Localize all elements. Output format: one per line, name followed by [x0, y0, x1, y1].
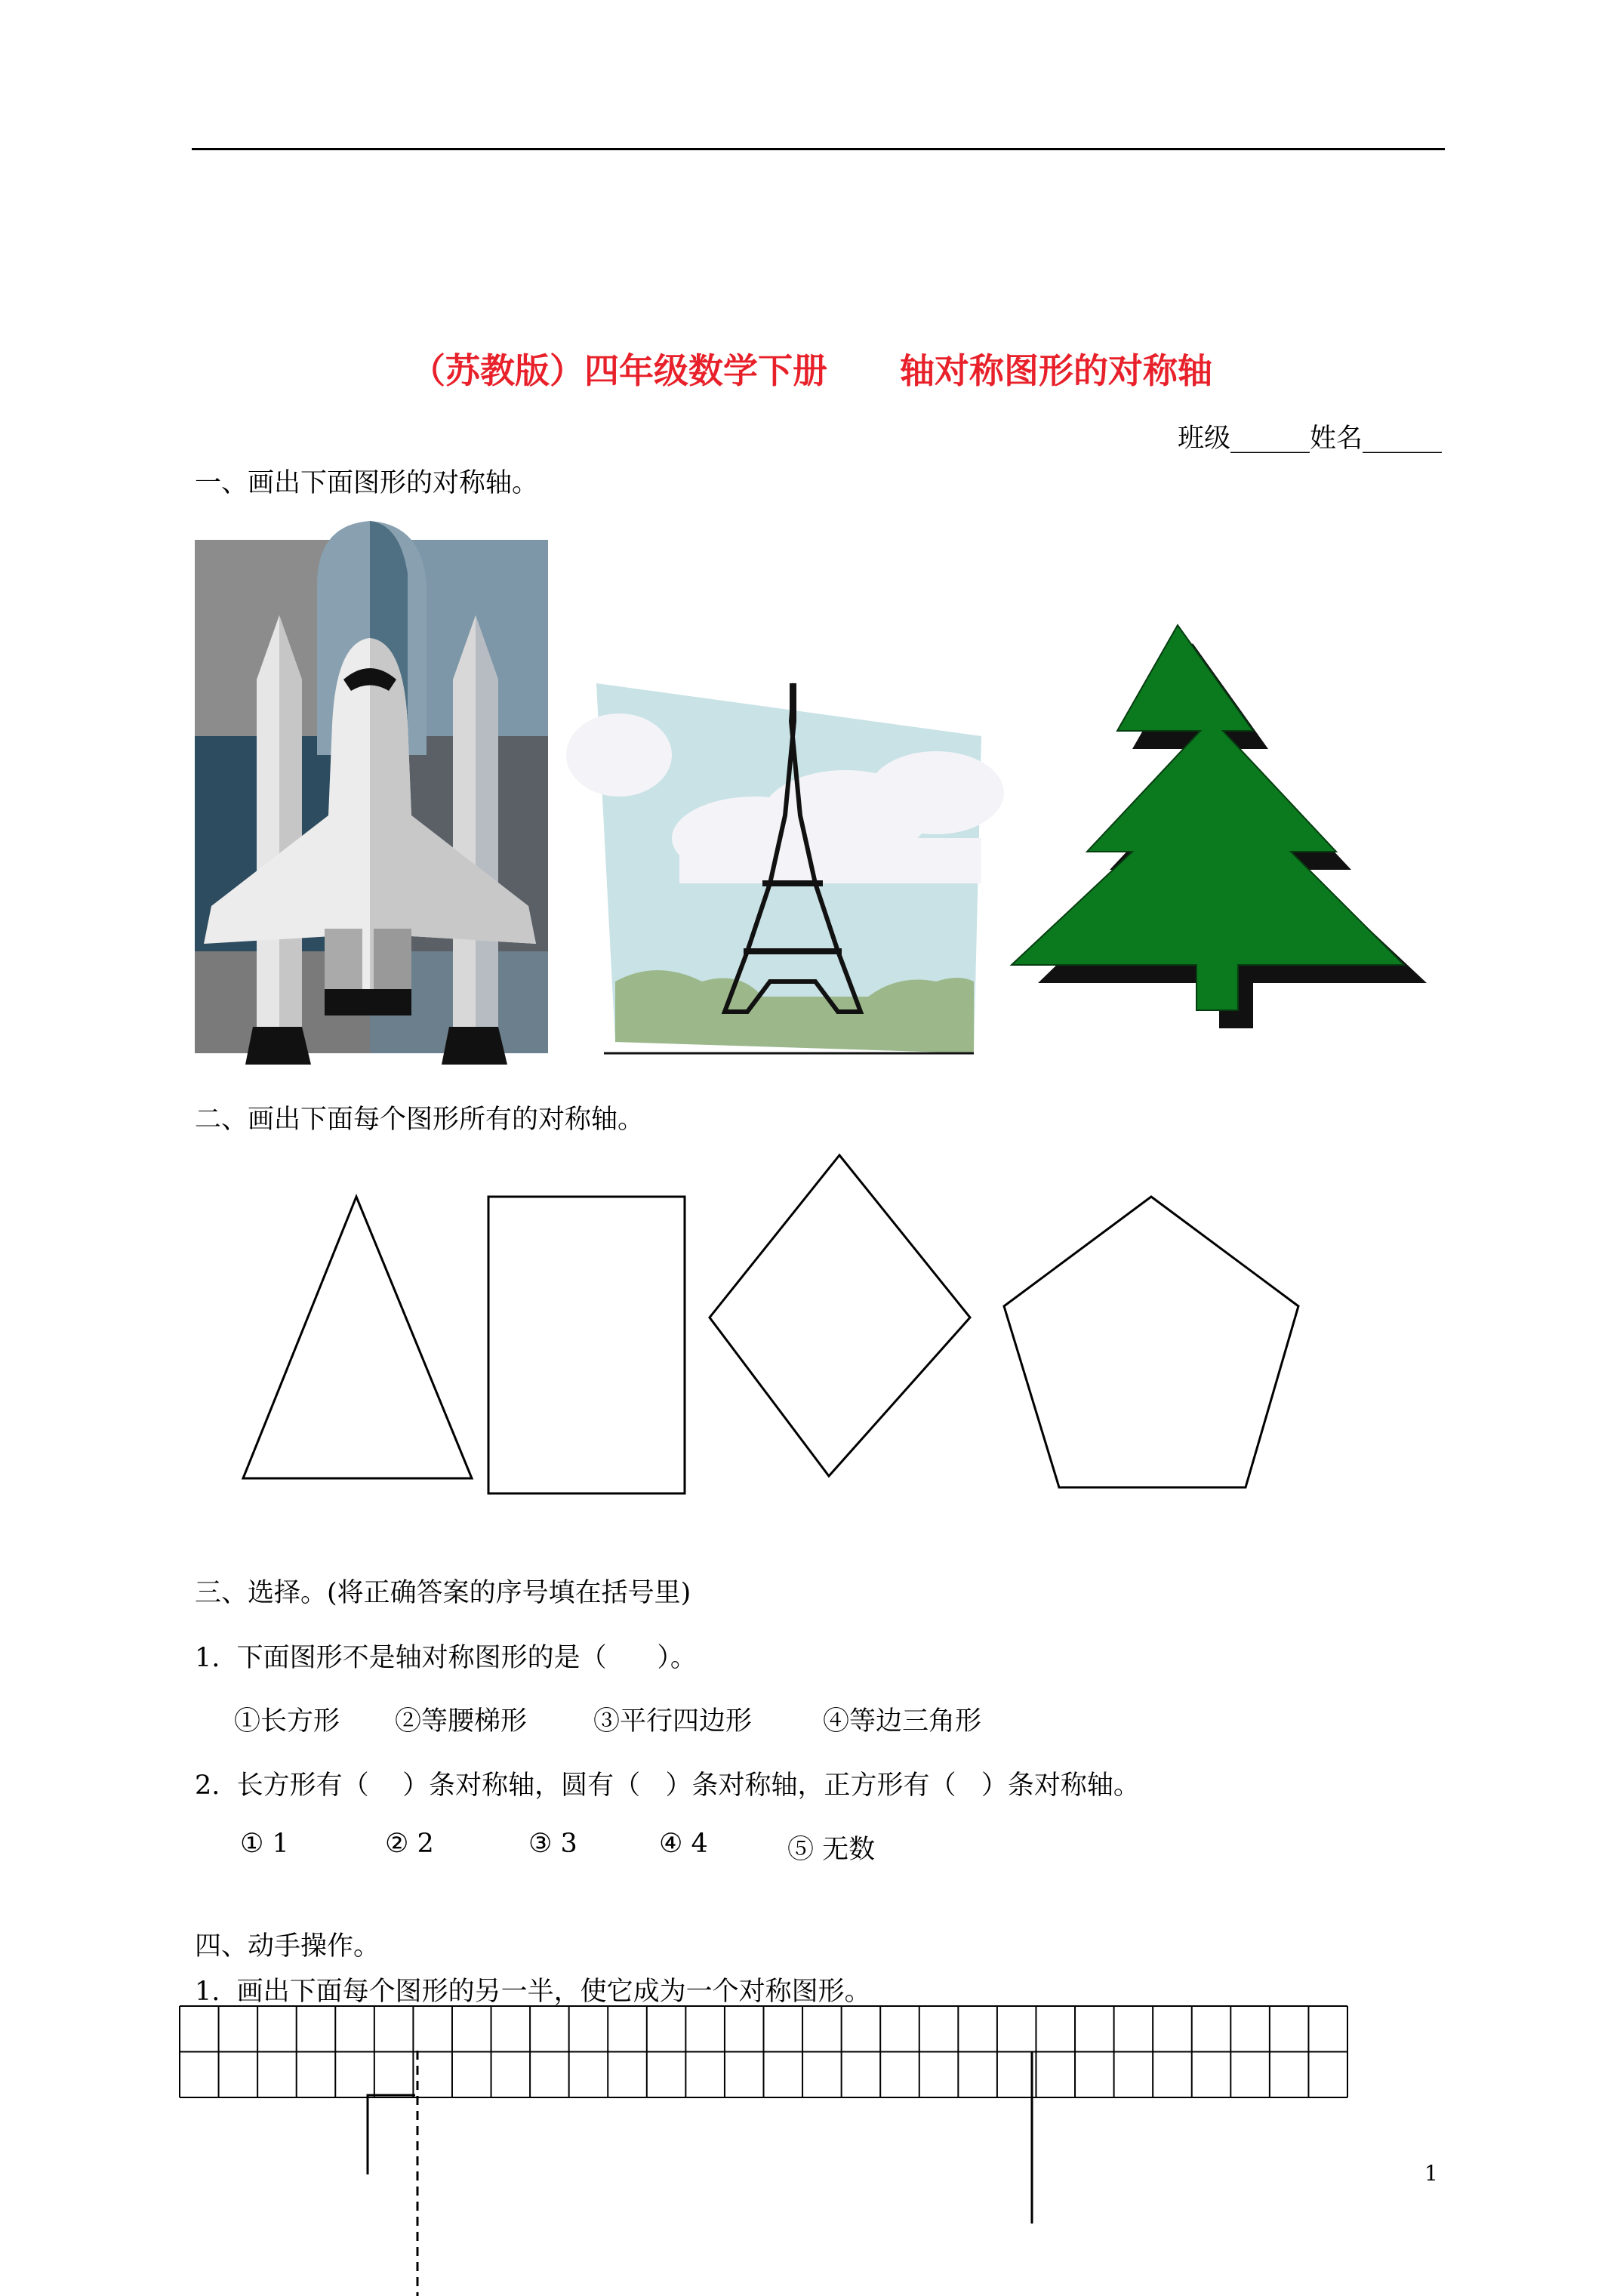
- section4-heading: 四、动手操作。: [195, 1931, 380, 1962]
- q1-option-1: ①长方形: [234, 1706, 340, 1737]
- question-3-1: 1. 下面图形不是轴对称图形的是（ ）。: [195, 1643, 697, 1673]
- name-label: 姓名______: [1309, 424, 1442, 454]
- page-title: （苏教版）四年级数学下册 轴对称图形的对称轴: [410, 350, 1213, 391]
- half-figure-left: [368, 2051, 417, 2296]
- section2-heading: 二、画出下面每个图形所有的对称轴。: [195, 1105, 645, 1135]
- section3-heading: 三、选择。(将正确答案的序号填在括号里): [195, 1578, 691, 1608]
- question-4-1: 1. 画出下面每个图形的另一半，使它成为一个对称图形。: [195, 1977, 871, 2007]
- q2-option-3: ③ 3: [528, 1829, 577, 1859]
- q1-option-3: ③平行四边形: [593, 1706, 753, 1737]
- q1-option-4: ④等边三角形: [823, 1706, 982, 1737]
- question-3-2: 2. 长方形有（ ）条对称轴，圆有（ ）条对称轴，正方形有（ ）条对称轴。: [195, 1771, 1140, 1801]
- page-number: 1: [1424, 2161, 1438, 2186]
- class-label: 班级______: [1177, 424, 1310, 454]
- q2-option-1: ① 1: [240, 1829, 289, 1859]
- q2-option-2: ② 2: [385, 1829, 434, 1859]
- q1-option-2: ②等腰梯形: [395, 1706, 528, 1737]
- section1-heading: 一、画出下面图形的对称轴。: [195, 468, 539, 498]
- q2-option-4: ④ 4: [659, 1829, 708, 1859]
- q2-option-5: ⑤ 无数: [787, 1835, 876, 1865]
